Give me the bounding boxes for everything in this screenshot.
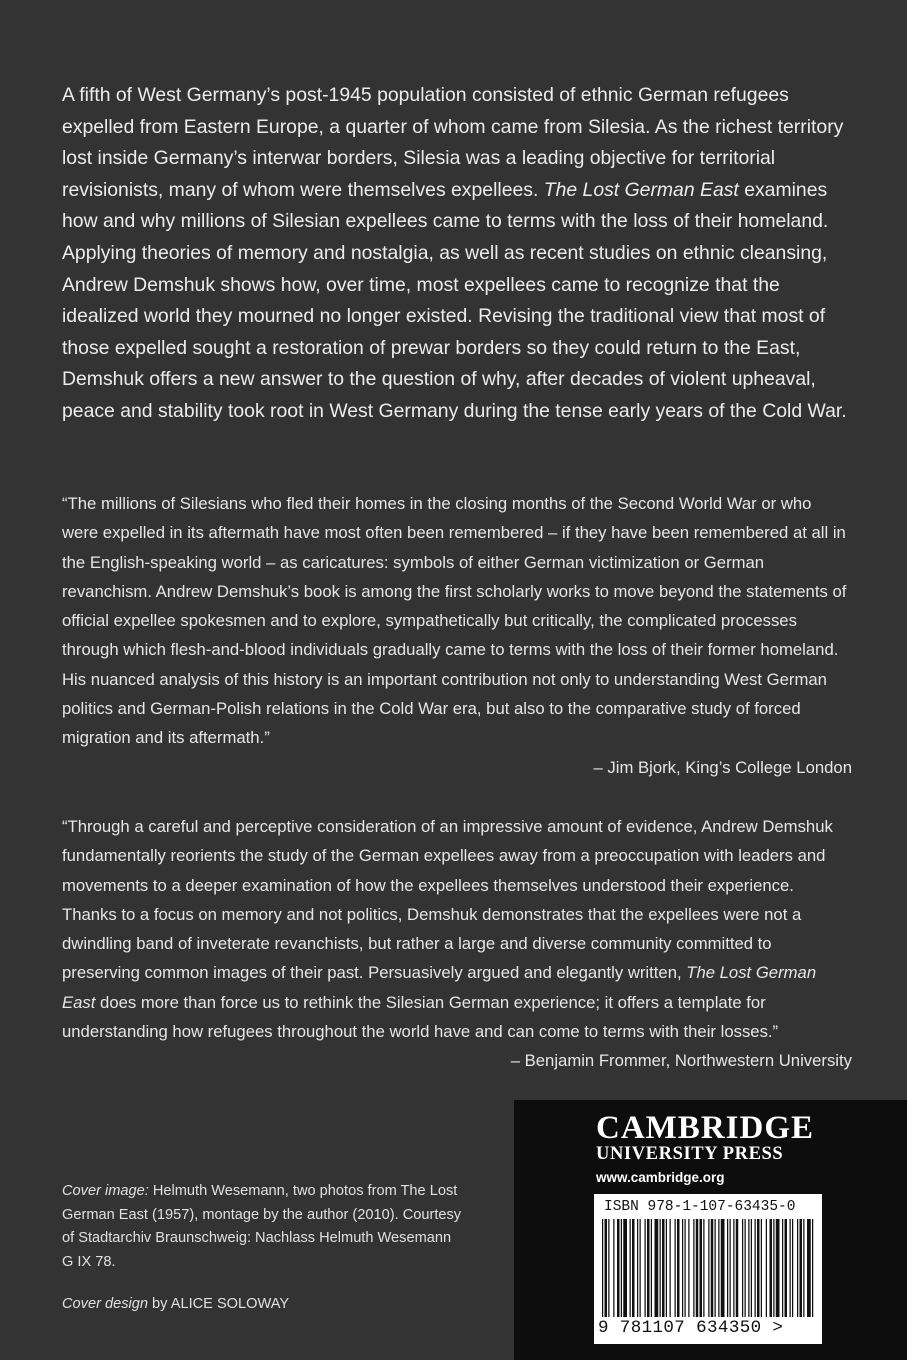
barcode-bar: [630, 1219, 631, 1317]
barcode-bar: [662, 1219, 665, 1317]
barcode-bar: [727, 1219, 728, 1317]
review1-text: “The millions of Silesians who fled their homes in the closing months of the Second World War or who were expelled in its aftermath have most often been remembered – if they have been remembered at all in the English-speaking world – as caricatures: symbols of either German victimization or German revanchism. Andrew Demshuk’s book is among the first scholarly works to move beyond the statements of official expellee spokesmen and to explore, sympathetically but critically, the complicated processes through which flesh-and-blood individuals gradually came to terms with the loss of their former homeland. His nuanced analysis of this history is an important contribution not only to understanding West German politics and German-Polish relations in the Cold War era, but also to the comparative study of forced migration and its aftermath.”: [62, 494, 847, 748]
barcode-bar: [733, 1219, 734, 1317]
barcode-bar: [755, 1219, 756, 1317]
barcode-bar: [605, 1219, 608, 1317]
barcode-bar: [792, 1219, 793, 1317]
barcode-bar: [637, 1219, 638, 1317]
cover-design-label: Cover design: [62, 1296, 148, 1312]
isbn-label: ISBN 978-1-107-63435-0: [604, 1199, 796, 1215]
barcode-bar: [807, 1219, 811, 1317]
description-blurb: [62, 80, 852, 428]
cover-image-text: Helmuth Wesemann, two photos from The Lost German East (1957), montage by the author (2010). Courtesy of Stadtarchiv Braunschweig: Nachlass Helmuth Wesemann G IX 78.: [62, 1183, 462, 1270]
blurb-part1: A fifth of West Germany’s post-1945 population consisted of ethnic German refugees expelled from Eastern Europe, a quarter of whom came from Silesia. As the richest territory lost inside Germany’s interwar borders, Silesia was a leading objective for territorial revisionists, many of whom were themselves expellees.: [62, 84, 844, 201]
barcode-bar: [651, 1219, 652, 1317]
book-title: The Lost German East: [543, 178, 739, 201]
barcode-bar: [776, 1219, 780, 1317]
barcode-bar: [761, 1219, 762, 1317]
barcode-icon: [602, 1219, 814, 1317]
barcode-bar: [700, 1219, 703, 1317]
cover-design-credit: [62, 1296, 289, 1312]
publisher-box: [514, 1100, 907, 1360]
barcode-bar: [655, 1219, 659, 1317]
review1-attribution: – Jim Bjork, King’s College London: [593, 757, 852, 777]
barcode-bar: [770, 1219, 773, 1317]
barcode-bar: [685, 1219, 686, 1317]
barcode-bar: [790, 1219, 791, 1317]
barcode-digits: 9 781107 634350 >: [598, 1318, 784, 1338]
publisher-subtitle: UNIVERSITY PRESS: [596, 1144, 784, 1164]
barcode-bar: [730, 1219, 731, 1317]
barcode-bar: [782, 1219, 783, 1317]
barcode-bar: [718, 1219, 719, 1317]
barcode-bar: [621, 1219, 622, 1317]
barcode-bar: [711, 1219, 714, 1317]
barcode-bar: [757, 1219, 760, 1317]
barcode-bar: [812, 1219, 813, 1317]
barcode-bar: [666, 1219, 667, 1317]
barcode-bar: [715, 1219, 716, 1317]
barcode-bar: [602, 1219, 603, 1317]
barcode-bar: [660, 1219, 661, 1317]
cover-image-label: Cover image:: [62, 1183, 149, 1199]
barcode-bar: [766, 1219, 767, 1317]
blurb-part2: examines how and why millions of Silesian expellees came to terms with the loss of their homeland. Applying theories of memory and nostalgia, as well as recent studies on ethnic cleansing, Andrew Demshuk shows how, over time, most expellees came to recognize that the idealized world they mourned no longer existed. Revising the traditional view that most of those expelled sought a restoration of prewar borders so they could return to the East, Demshuk offers a new answer to the question of why, after decades of violent upheaval, peace and stability took root in West Germany during the tense early years of the Cold War.: [62, 178, 847, 422]
barcode-bar: [640, 1219, 641, 1317]
barcode-bar: [675, 1219, 676, 1317]
barcode-bar: [613, 1219, 614, 1317]
review2-part1: “Through a careful and perceptive consideration of an impressive amount of evidence, Andrew Demshuk fundamentally reorients the study of the German expellees away from a preoccupation with leaders and movements to a deeper examination of how the expellees themselves understood their experience. Thanks to a focus on memory and not politics, Demshuk demonstrates that the expellees were not a dwindling band of inveterate revanchists, but rather a large and diverse community committed to preserving common images of their past. Persuasively argued and elegantly written,: [62, 817, 833, 983]
barcode-bar: [785, 1219, 788, 1317]
barcode-bar: [608, 1219, 609, 1317]
barcode-bar: [742, 1219, 743, 1317]
cover-image-credit: [62, 1180, 462, 1274]
barcode-bar: [745, 1219, 746, 1317]
review2-attribution: – Benjamin Frommer, Northwestern University: [510, 1051, 852, 1071]
barcode-bar: [682, 1219, 683, 1317]
barcode-bar: [696, 1219, 699, 1317]
barcode-bar: [703, 1219, 704, 1317]
barcode-bar: [670, 1219, 671, 1317]
review-bjork: [62, 489, 852, 782]
barcode-bar: [632, 1219, 635, 1317]
barcode-bar: [800, 1219, 803, 1317]
barcode-bar: [748, 1219, 749, 1317]
barcode-bar: [693, 1219, 694, 1317]
barcode-bar: [688, 1219, 689, 1317]
barcode-bar: [736, 1219, 739, 1317]
barcode-bar: [773, 1219, 774, 1317]
publisher-logo: CAMBRIDGE: [596, 1110, 815, 1146]
barcode-bar: [708, 1219, 709, 1317]
barcode-bar: [623, 1219, 627, 1317]
barcode-panel: [594, 1194, 822, 1344]
barcode-bar: [721, 1219, 725, 1317]
barcode-bar: [797, 1219, 798, 1317]
cover-design-text: by ALICE SOLOWAY: [148, 1296, 290, 1312]
barcode-bar: [803, 1219, 804, 1317]
review-frommer: [62, 812, 852, 1076]
review2-part2: does more than force us to rethink the Silesian German experience; it offers a template for understanding how refugees throughout the world have and can come to terms with their losses.”: [62, 992, 779, 1042]
barcode-bar: [645, 1219, 646, 1317]
barcode-bar: [751, 1219, 752, 1317]
publisher-url: www.cambridge.org: [596, 1170, 725, 1185]
barcode-bar: [617, 1219, 620, 1317]
barcode-bar: [647, 1219, 650, 1317]
review2-book-title: The Lost German East: [62, 963, 817, 1012]
barcode-bar: [677, 1219, 680, 1317]
